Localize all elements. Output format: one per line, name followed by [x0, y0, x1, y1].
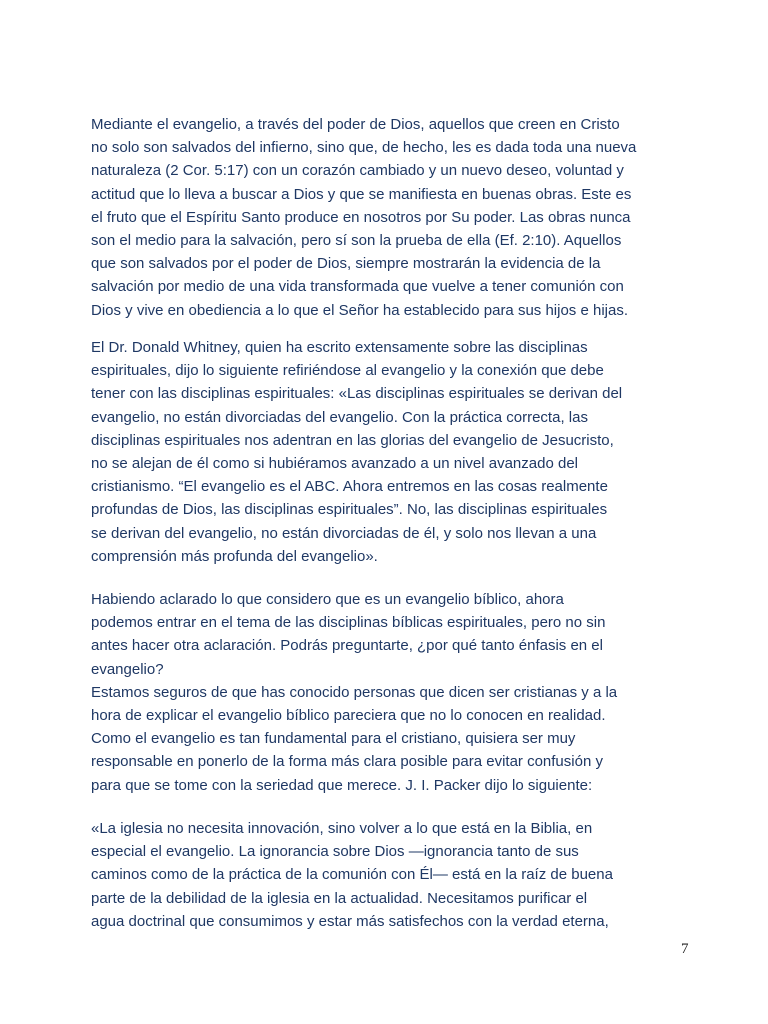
text-line: no solo son salvados del infierno, sino que, de hecho, les es dada toda una nueva	[91, 139, 637, 157]
text-line: comprensión más profunda del evangelio».	[91, 547, 378, 565]
text-line: espirituales, dijo lo siguiente refiriéndose al evangelio y la conexión que debe	[91, 362, 604, 380]
paragraph-gospel-transformation	[91, 113, 691, 322]
page-number: 7	[681, 941, 689, 957]
text-line: salvación por medio de una vida transformada que vuelve a tener comunión con	[91, 278, 624, 296]
paragraph-biblical-gospel	[91, 588, 691, 797]
text-line: «La iglesia no necesita innovación, sino volver a lo que está en la Biblia, en	[91, 820, 593, 837]
text-line: Habiendo aclarado lo que considero que es un evangelio bíblico, ahora	[91, 591, 564, 608]
text-line: para que se tome con la seriedad que merece. J. I. Packer dijo lo siguiente:	[91, 776, 593, 794]
paragraph-whitney-quote	[91, 336, 691, 568]
text-line: evangelio, no están divorciadas del evangelio. Con la práctica correcta, las	[91, 408, 588, 426]
text-line: responsable en ponerlo de la forma más clara posible para evitar confusión y	[91, 753, 603, 771]
text-line: agua doctrinal que consumimos y estar más satisfechos con la verdad eterna,	[91, 912, 609, 930]
text-line: Estamos seguros de que has conocido personas que dicen ser cristianas y a la	[91, 683, 618, 701]
text-line: parte de la debilidad de la iglesia en la actualidad. Necesitamos purificar el	[91, 889, 588, 907]
text-line: Mediante el evangelio, a través del poder de Dios, aquellos que creen en Cristo	[91, 116, 620, 133]
text-line: naturaleza (2 Cor. 5:17) con un corazón cambiado y un nuevo deseo, voluntad y	[91, 162, 624, 180]
text-line: no se alejan de él como si hubiéramos avanzado a un nivel avanzado del	[91, 454, 578, 472]
text-line: hora de explicar el evangelio bíblico pareciera que no lo conocen en realidad.	[91, 706, 606, 724]
text-line: El Dr. Donald Whitney, quien ha escrito extensamente sobre las disciplinas	[91, 339, 588, 356]
text-line: caminos como de la práctica de la comunión con Él— está en la raíz de buena	[91, 866, 613, 884]
text-line: el fruto que el Espíritu Santo produce en nosotros por Su poder. Las obras nunca	[91, 208, 631, 226]
text-line: evangelio?	[91, 660, 164, 678]
text-line: Como el evangelio es tan fundamental para el cristiano, quisiera ser muy	[91, 730, 576, 748]
text-line: actitud que lo lleva a buscar a Dios y que se manifiesta en buenas obras. Este es	[91, 185, 632, 203]
text-line: antes hacer otra aclaración. Podrás preguntarte, ¿por qué tanto énfasis en el	[91, 637, 603, 655]
text-line: disciplinas espirituales nos adentran en las glorias del evangelio de Jesucristo,	[91, 431, 614, 449]
text-line: que son salvados por el poder de Dios, siempre mostrarán la evidencia de la	[91, 255, 601, 273]
text-line: especial el evangelio. La ignorancia sobre Dios —ignorancia tanto de sus	[91, 843, 579, 861]
text-line: se derivan del evangelio, no están divorciadas de él, y solo nos llevan a una	[91, 524, 597, 542]
paragraph-packer-quote	[91, 817, 691, 933]
text-line: Dios y vive en obediencia a lo que el Señor ha establecido para sus hijos e hijas.	[91, 301, 628, 319]
text-line: cristianismo. “El evangelio es el ABC. Ahora entremos en las cosas realmente	[91, 478, 608, 496]
text-line: son el medio para la salvación, pero sí son la prueba de ella (Ef. 2:10). Aquellos	[91, 231, 622, 249]
text-line: tener con las disciplinas espirituales: «Las disciplinas espirituales se derivan del	[91, 385, 623, 403]
text-line: podemos entrar en el tema de las disciplinas bíblicas espirituales, pero no sin	[91, 614, 606, 632]
text-line: profundas de Dios, las disciplinas espirituales”. No, las disciplinas espirituales	[91, 501, 608, 519]
